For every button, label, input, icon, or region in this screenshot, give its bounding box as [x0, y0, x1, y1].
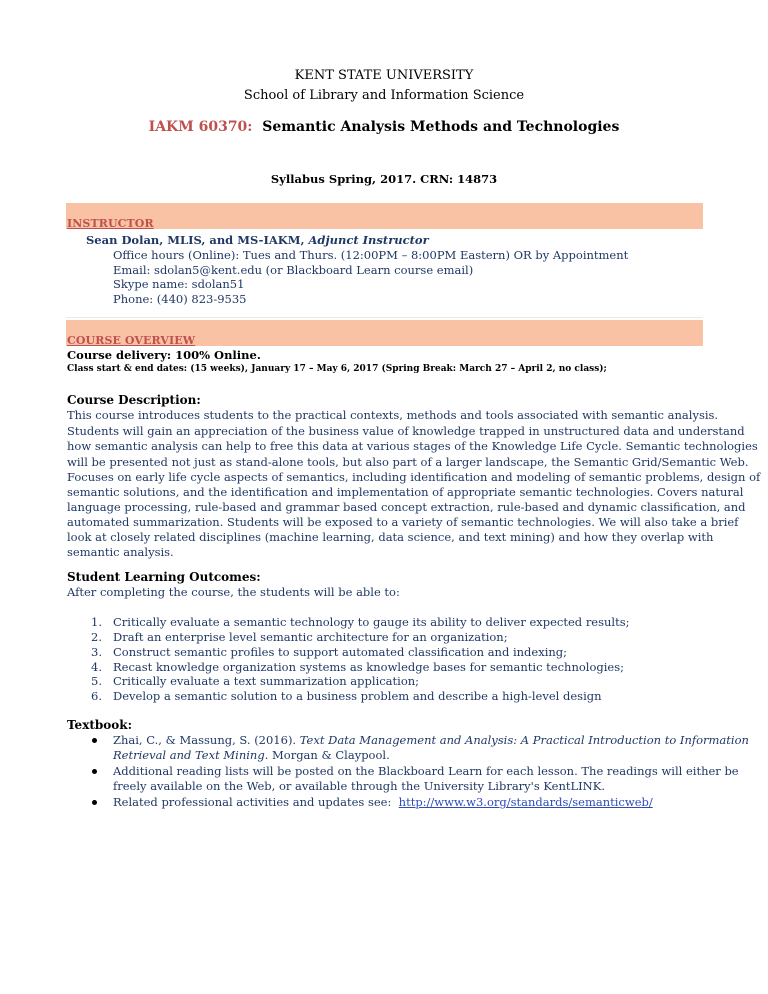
- description-line: Students will gain an appreciation of the business value of knowledge trapped in unstructured data and understand: [67, 424, 745, 438]
- w3c-semantic-web-link[interactable]: http://www.w3.org/standards/semanticweb/: [398, 795, 653, 809]
- bullet-icon: [92, 738, 97, 743]
- textbook-title-part1: Text Data Management and Analysis: A Practical Introduction to Information: [299, 733, 749, 747]
- outcome-number: 4.: [91, 660, 102, 674]
- textbook-publisher: . Morgan & Claypool.: [264, 748, 390, 762]
- course-title: [0, 119, 768, 135]
- outcome-number: 5.: [91, 674, 102, 688]
- overview-heading: COURSE OVERVIEW: [67, 334, 196, 347]
- outcome-text: Recast knowledge organization systems as knowledge bases for semantic technologies;: [113, 660, 624, 674]
- instructor-phone: Phone: (440) 823-9535: [113, 292, 247, 306]
- outcome-number: 1.: [91, 615, 102, 629]
- instructor-name: [86, 233, 429, 247]
- textbook-heading: Textbook:: [67, 718, 133, 732]
- instructor-band: [66, 216, 703, 229]
- university-name: KENT STATE UNIVERSITY: [294, 68, 474, 83]
- overview-band-top: [66, 320, 703, 333]
- school-name: School of Library and Information Science: [243, 88, 525, 103]
- office-hours: Office hours (Online): Tues and Thurs. (12:00PM – 8:00PM Eastern) OR by Appointment: [113, 248, 629, 262]
- description-line: Focuses on early life cycle aspects of semantics, including identification and modeling of semantic problems, design of: [67, 470, 761, 484]
- bullet-icon: [92, 769, 97, 774]
- outcome-number: 2.: [91, 630, 102, 644]
- textbook-title-part2: Retrieval and Text Mining: [113, 748, 265, 762]
- reading-list-line2: freely available on the Web, or available through the University Library's KentLINK.: [113, 779, 605, 793]
- syllabus-line: Syllabus Spring, 2017. CRN: 14873: [270, 172, 498, 186]
- course-delivery: Course delivery: 100% Online.: [67, 348, 261, 362]
- outcome-text: Draft an enterprise level semantic architecture for an organization;: [113, 630, 508, 644]
- textbook-citation-line1: [113, 733, 749, 747]
- instructor-band-top: [66, 203, 703, 216]
- bullet-icon: [92, 800, 97, 805]
- instructor-heading: INSTRUCTOR: [67, 217, 154, 230]
- instructor-role: Adjunct Instructor: [308, 233, 429, 247]
- outcomes-intro: After completing the course, the students will be able to:: [67, 585, 400, 599]
- related-activities-text: Related professional activities and updates see:: [113, 795, 392, 809]
- class-dates: Class start & end dates: (15 weeks), January 17 – May 6, 2017 (Spring Break: March 27 – April 2, no class);: [67, 364, 607, 374]
- description-line: semantic solutions, and the identification and implementation of appropriate semantic technologies. Covers natural: [67, 485, 744, 499]
- outcome-text: Construct semantic profiles to support automated classification and indexing;: [113, 645, 568, 659]
- outcome-number: 3.: [91, 645, 102, 659]
- reading-list-line1: Additional reading lists will be posted on the Blackboard Learn for each lesson. The readings will either be: [113, 764, 739, 778]
- course-code: IAKM 60370:: [148, 119, 253, 135]
- instructor-name-text: Sean Dolan, MLIS, and MS-IAKM,: [86, 233, 305, 247]
- textbook-authors: Zhai, C., & Massung, S. (2016).: [113, 733, 297, 747]
- description-heading: Course Description:: [67, 393, 201, 407]
- outcome-text: Develop a semantic solution to a business problem and describe a high-level design: [113, 689, 602, 703]
- outcome-text: Critically evaluate a semantic technology to gauge its ability to deliver expected results;: [113, 615, 630, 629]
- description-line: automated summarization. Students will be exposed to a variety of semantic technologies. We will also take a brief: [67, 515, 739, 529]
- description-line: how semantic analysis can help to free this data at various stages of the Knowledge Life Cycle. Semantic technologies: [67, 439, 758, 453]
- outcome-number: 6.: [91, 689, 102, 703]
- description-line: language processing, rule-based and grammar based concept extraction, rule-based and dynamic classification, and: [67, 500, 746, 514]
- textbook-citation-line2: [113, 748, 390, 762]
- description-line: look at closely related disciplines (machine learning, data science, and text mining) and how they overlap with: [67, 530, 714, 544]
- instructor-skype: Skype name: sdolan51: [113, 277, 245, 291]
- related-activities: [113, 795, 653, 809]
- description-line: semantic analysis.: [67, 545, 174, 559]
- instructor-email: Email: sdolan5@kent.edu (or Blackboard Learn course email): [113, 263, 474, 277]
- description-line: will be presented not just as stand-alone tools, but also part of a larger landscape, the Semantic Grid/Semantic Web.: [67, 455, 749, 469]
- course-title-text: Semantic Analysis Methods and Technologies: [262, 119, 620, 135]
- outcomes-heading: Student Learning Outcomes:: [67, 570, 261, 584]
- description-line: This course introduces students to the practical contexts, methods and tools associated with semantic analysis.: [67, 408, 719, 422]
- outcome-text: Critically evaluate a text summarization application;: [113, 674, 420, 688]
